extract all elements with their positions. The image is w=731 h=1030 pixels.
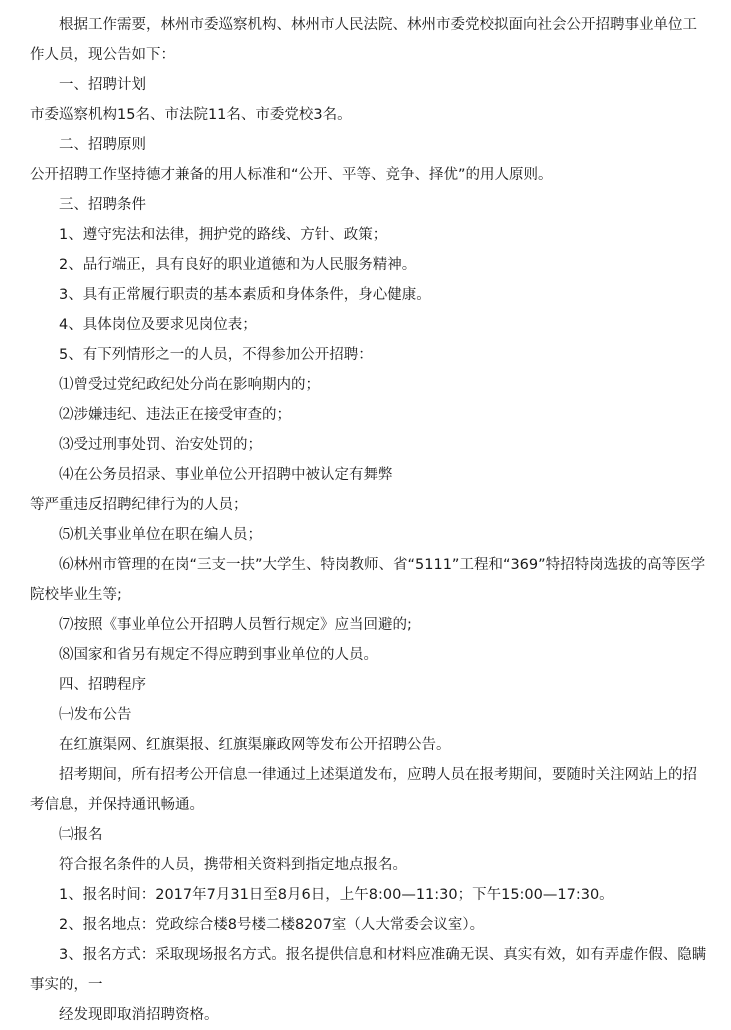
- condition-item: 5、有下列情形之一的人员，不得参加公开招聘：: [59, 347, 373, 363]
- condition-item: 2、品行端正，具有良好的职业道德和为人民服务精神。: [59, 257, 417, 273]
- exclusion-item: ⑶受过刑事处罚、治安处罚的；: [59, 437, 262, 453]
- step-2-body: 符合报名条件的人员，携带相关资料到指定地点报名。: [59, 857, 407, 873]
- registration-method: 3、报名方式：采取现场报名方式。报名提供信息和材料应准确无误、真实有效，如有弄虚作假、隐瞒事实的，一: [30, 947, 707, 993]
- exclusion-item-continuation: 等严重违反招聘纪律行为的人员；: [30, 497, 248, 513]
- intro-paragraph: 根据工作需要，林州市委巡察机构、林州市人民法院、林州市委党校拟面向社会公开招聘事业单位工作人员，现公告如下：: [30, 17, 697, 63]
- registration-time: 1、报名时间：2017年7月31日至8月6日，上午8:00—11:30；下午15:00—17:30。: [59, 887, 614, 903]
- registration-method-continuation: 经发现即取消招聘资格。: [59, 1007, 219, 1023]
- exclusion-item: ⑵涉嫌违纪、违法正在接受审查的；: [59, 407, 291, 423]
- condition-item: 3、具有正常履行职责的基本素质和身体条件，身心健康。: [59, 287, 431, 303]
- exclusion-item: ⑴曾受过党纪政纪处分尚在影响期内的；: [59, 377, 320, 393]
- exclusion-item: ⑻国家和省另有规定不得应聘到事业单位的人员。: [59, 647, 378, 663]
- section-1-body: 市委巡察机构15名、市法院11名、市委党校3名。: [30, 107, 352, 123]
- section-4-heading: 四、招聘程序: [59, 677, 146, 693]
- section-3-heading: 三、招聘条件: [59, 197, 146, 213]
- step-2-heading: ㈡报名: [59, 827, 103, 843]
- exclusion-item: ⑹林州市管理的在岗“三支一扶”大学生、特岗教师、省“5111”工程和“369”特招特岗选拔的高等医学院校毕业生等;: [30, 557, 706, 603]
- section-1-heading: 一、招聘计划: [59, 77, 146, 93]
- section-2-heading: 二、招聘原则: [59, 137, 146, 153]
- condition-item: 1、遵守宪法和法律，拥护党的路线、方针、政策；: [59, 227, 388, 243]
- section-2-body: 公开招聘工作坚持德才兼备的用人标准和“公开、平等、竞争、择优”的用人原则。: [30, 167, 553, 183]
- step-1-heading: ㈠发布公告: [59, 707, 132, 723]
- exclusion-item: ⑸机关事业单位在职在编人员；: [59, 527, 262, 543]
- exclusion-item: ⑺按照《事业单位公开招聘人员暂行规定》应当回避的;: [59, 617, 412, 633]
- exclusion-item: ⑷在公务员招录、事业单位公开招聘中被认定有舞弊: [59, 467, 393, 483]
- condition-item: 4、具体岗位及要求见岗位表；: [59, 317, 257, 333]
- registration-place: 2、报名地点：党政综合楼8号楼二楼8207室（人大常委会议室）。: [59, 917, 485, 933]
- step-1-body: 在红旗渠网、红旗渠报、红旗渠廉政网等发布公开招聘公告。: [59, 737, 451, 753]
- step-1-note: 招考期间，所有招考公开信息一律通过上述渠道发布，应聘人员在报考期间，要随时关注网站上的招考信息，并保持通讯畅通。: [30, 767, 697, 813]
